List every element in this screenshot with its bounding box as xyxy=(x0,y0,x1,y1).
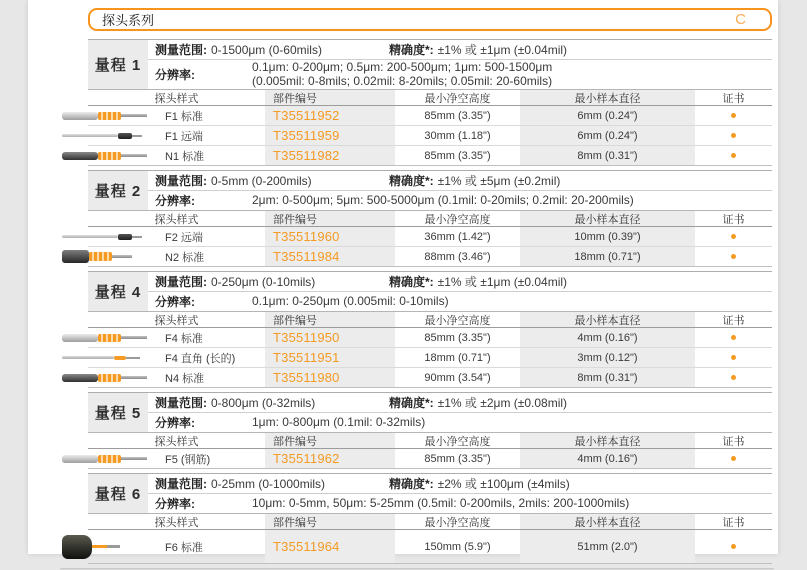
probe-row xyxy=(88,348,772,368)
clearance-value: 150mm (5.9") xyxy=(424,540,491,553)
accuracy-key: 精确度*: xyxy=(389,43,434,57)
clearance-value: 90mm (3.54") xyxy=(424,371,491,384)
certificate-dot xyxy=(731,133,736,138)
part-number-link[interactable]: T35511964 xyxy=(273,539,340,554)
probe-photo-right-angle xyxy=(62,350,158,366)
probe-photo-far-end xyxy=(62,128,158,144)
range-label: 量程 4 xyxy=(88,272,148,311)
range-section-2 xyxy=(88,170,772,267)
resolution-value: 2μm: 0-500μm; 5μm: 500-5000μm (0.1mil: 0-20mils; 0.2mil: 20-200mils) xyxy=(252,192,634,207)
probe-photo-far-end xyxy=(62,229,158,245)
probe-style: N2 标准 xyxy=(165,251,205,264)
probe-style: F6 标准 xyxy=(165,541,203,554)
certificate-dot xyxy=(731,234,736,239)
header-diameter: 最小样本直径 xyxy=(520,90,695,105)
range-value: 0-250μm (0-10mils) xyxy=(211,275,316,289)
diameter-value: 10mm (0.39") xyxy=(520,227,695,246)
clearance-value: 85mm (3.35") xyxy=(424,452,491,465)
resolution-value: 10μm: 0-5mm, 50μm: 5-25mm (0.5mil: 0-200mils, 2mils: 200-1000mils) xyxy=(252,495,630,510)
range-section-4 xyxy=(88,271,772,388)
probe-row xyxy=(88,449,772,469)
diameter-value: 8mm (0.31") xyxy=(520,368,695,387)
certificate-dot xyxy=(731,375,736,380)
diameter-value: 4mm (0.16") xyxy=(520,449,695,468)
part-number-link[interactable]: T35511982 xyxy=(273,148,340,163)
accuracy-value: ±2% 或 ±100μm (±4mils) xyxy=(437,477,570,491)
probe-row xyxy=(88,146,772,166)
spec-row-range-accuracy: 测量范围: 0-800μm (0-32mils) 精确度*: ±1% 或 ±2μm (±0.08mil) xyxy=(148,393,772,413)
accuracy-value: ±1% 或 ±2μm (±0.08mil) xyxy=(437,396,568,410)
part-number-link[interactable]: T35511960 xyxy=(273,229,340,244)
probe-style: N1 标准 xyxy=(165,150,205,163)
part-number-link[interactable]: T35511980 xyxy=(273,370,340,385)
accuracy-value: ±1% 或 ±1μm (±0.04mil) xyxy=(437,275,568,289)
series-title-bar xyxy=(88,8,772,31)
table-header-row: 探头样式 部件编号 最小净空高度 最小样本直径 证书 xyxy=(88,210,772,227)
header-probe-style: 探头样式 xyxy=(154,92,199,105)
clearance-value: 85mm (3.35") xyxy=(424,109,491,122)
diameter-value: 51mm (2.0") xyxy=(520,530,695,563)
spec-row-range-accuracy: 测量范围: 0-5mm (0-200mils) 精确度*: ±1% 或 ±5μm (±0.2mil) xyxy=(148,171,772,191)
spec-row-resolution: 分辨率: 2μm: 0-500μm; 5μm: 500-5000μm (0.1mil: 0-20mils; 0.2mil: 20-200mils) xyxy=(155,192,634,208)
range-label: 量程 6 xyxy=(88,474,148,513)
part-number-link[interactable]: T35511950 xyxy=(273,330,340,345)
range-label: 量程 5 xyxy=(88,393,148,432)
range-value: 0-1500μm (0-60mils) xyxy=(211,43,322,57)
certificate-dot xyxy=(731,355,736,360)
probe-style: F5 (钢筋) xyxy=(165,453,211,466)
diameter-value: 8mm (0.31") xyxy=(520,146,695,165)
spec-row-resolution: 分辨率: 10μm: 0-5mm, 50μm: 5-25mm (0.5mil: 0-200mils, 2mils: 200-1000mils) xyxy=(155,495,630,511)
spec-row-resolution: 分辨率: 1μm: 0-800μm (0.1mil: 0-32mils) xyxy=(155,414,426,430)
table-header-row: 探头样式 部件编号 最小净空高度 最小样本直径 证书 xyxy=(88,432,772,449)
probe-style: F4 直角 (长的) xyxy=(165,352,236,365)
probe-style: F1 远端 xyxy=(165,130,203,143)
probe-photo-f-standard xyxy=(62,451,158,467)
resolution-value: 0.1μm: 0-200μm; 0.5μm: 200-500μm; 1μm: 500-1500μm xyxy=(252,60,553,74)
probe-style: F1 标准 xyxy=(165,110,203,123)
diameter-value: 6mm (0.24") xyxy=(520,106,695,125)
page-title: 探头系列 xyxy=(102,13,155,28)
probe-style: N4 标准 xyxy=(165,372,205,385)
resolution-key: 分辨率: xyxy=(155,68,195,82)
probe-style: F2 远端 xyxy=(165,231,203,244)
spec-row-resolution: 分辨率: 0.1μm: 0-250μm (0.005mil: 0-10mils) xyxy=(155,293,449,309)
diameter-value: 6mm (0.24") xyxy=(520,126,695,145)
probe-row xyxy=(88,227,772,247)
probe-row xyxy=(88,530,772,564)
corner-letter: C xyxy=(735,11,746,28)
probe-row xyxy=(88,247,772,267)
resolution-value: 1μm: 0-800μm (0.1mil: 0-32mils) xyxy=(252,414,426,429)
clearance-value: 36mm (1.42") xyxy=(424,230,491,243)
probe-photo-n-standard xyxy=(62,370,158,386)
clearance-value: 85mm (3.35") xyxy=(424,331,491,344)
part-number-link[interactable]: T35511984 xyxy=(273,249,340,264)
probe-photo-f6-chuck xyxy=(62,534,158,560)
probe-row xyxy=(88,126,772,146)
range-section-5 xyxy=(88,392,772,469)
resolution-value-2: (0.005mil: 0-8mils; 0.02mil: 8-20mils; 0.05mil: 20-60mils) xyxy=(252,73,553,88)
spec-row-range-accuracy: 测量范围: 0-250μm (0-10mils) 精确度*: ±1% 或 ±1μm (±0.04mil) xyxy=(148,272,772,292)
certificate-dot xyxy=(731,335,736,340)
resolution-value: 0.1μm: 0-250μm (0.005mil: 0-10mils) xyxy=(252,293,449,308)
probe-row xyxy=(88,368,772,388)
table-header-row xyxy=(88,89,772,106)
range-label: 量程 2 xyxy=(88,171,148,210)
part-number-link[interactable]: T35511959 xyxy=(273,128,340,143)
certificate-dot xyxy=(731,153,736,158)
probe-photo-f-standard xyxy=(62,330,158,346)
range-label: 量程 1 xyxy=(88,40,148,89)
diameter-value: 4mm (0.16") xyxy=(520,328,695,347)
spec-row-resolution xyxy=(148,60,772,89)
header-certificate: 证书 xyxy=(722,92,745,105)
spec-row-range-accuracy: 测量范围: 0-25mm (0-1000mils) 精确度*: ±2% 或 ±100μm (±4mils) xyxy=(148,474,772,494)
accuracy-value: ±1% 或 ±5μm (±0.2mil) xyxy=(437,174,561,188)
header-part-number: 部件编号 xyxy=(265,90,395,105)
probe-style: F4 标准 xyxy=(165,332,203,345)
certificate-dot xyxy=(731,254,736,259)
header-clearance: 最小净空高度 xyxy=(424,92,491,105)
part-number-link[interactable]: T35511952 xyxy=(273,108,340,123)
range-value: 0-25mm (0-1000mils) xyxy=(211,477,326,491)
range-key: 测量范围: xyxy=(155,43,207,57)
range-value: 0-800μm (0-32mils) xyxy=(211,396,316,410)
diameter-value: 3mm (0.12") xyxy=(520,348,695,367)
part-number-link[interactable]: T35511962 xyxy=(273,451,340,466)
probe-row xyxy=(88,328,772,348)
certificate-dot xyxy=(731,544,736,549)
range-value: 0-5mm (0-200mils) xyxy=(211,174,312,188)
clearance-value: 88mm (3.46") xyxy=(424,250,491,263)
probe-photo-n2-standard xyxy=(62,249,158,265)
certificate-dot xyxy=(731,456,736,461)
probe-photo-n-standard xyxy=(62,148,158,164)
certificate-dot xyxy=(731,113,736,118)
catalog-page xyxy=(28,0,778,554)
diameter-value: 18mm (0.71") xyxy=(520,247,695,266)
clearance-value: 85mm (3.35") xyxy=(424,149,491,162)
part-number-link[interactable]: T35511951 xyxy=(273,350,340,365)
range-section-6 xyxy=(88,473,772,564)
clearance-value: 30mm (1.18") xyxy=(424,129,491,142)
range-section-1 xyxy=(88,39,772,166)
spec-row-range-accuracy xyxy=(148,40,772,60)
table-header-row: 探头样式 部件编号 最小净空高度 最小样本直径 证书 xyxy=(88,513,772,530)
probe-photo-f-standard xyxy=(62,108,158,124)
table-header-row: 探头样式 部件编号 最小净空高度 最小样本直径 证书 xyxy=(88,311,772,328)
probe-row xyxy=(88,106,772,126)
clearance-value: 18mm (0.71") xyxy=(424,351,491,364)
accuracy-value: ±1% 或 ±1μm (±0.04mil) xyxy=(437,43,568,57)
